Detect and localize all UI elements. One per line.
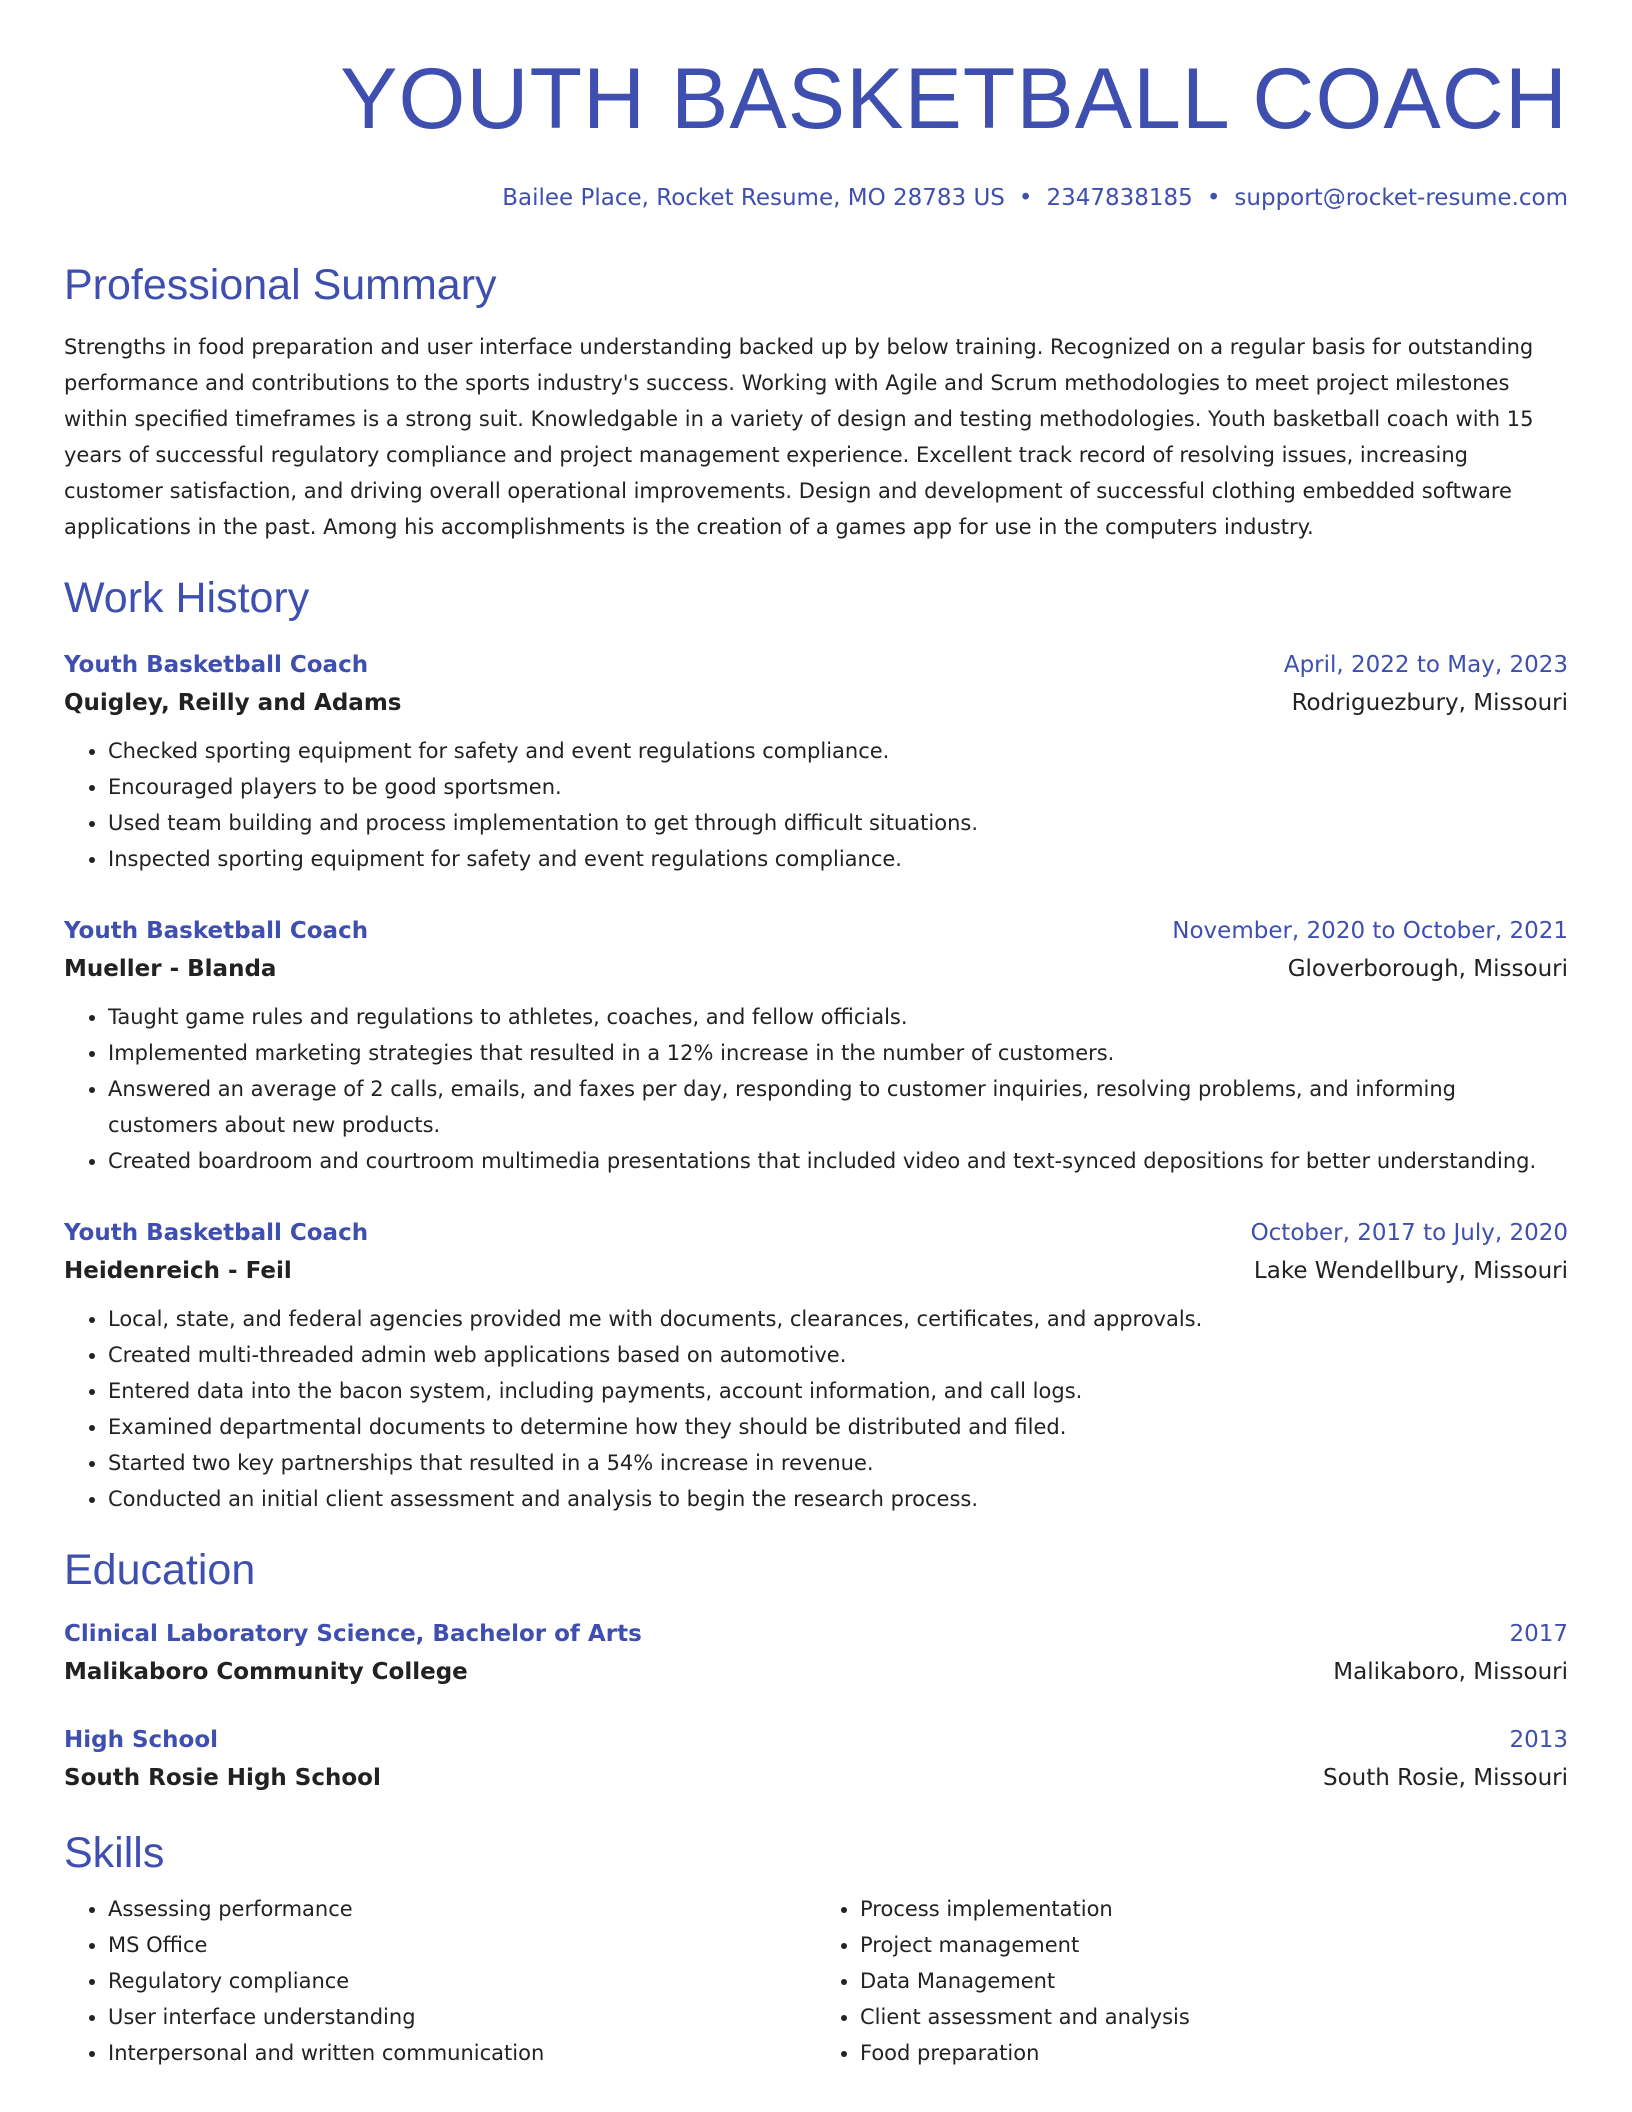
education-entry — [64, 1616, 1568, 1692]
job-entry — [64, 1215, 1568, 1517]
contact-phone: 2347838185 — [1046, 185, 1193, 211]
skill-item: • Interpersonal and written communication — [108, 2035, 816, 2071]
job-bullet: • Examined departmental documents to determine how they should be distributed and filed. — [108, 1409, 1568, 1445]
skill-item: • Food preparation — [860, 2035, 1568, 2071]
skill-item: • Data Management — [860, 1963, 1568, 1999]
education-school: Malikaboro Community College — [64, 1658, 468, 1685]
skill-item: • MS Office — [108, 1927, 816, 1963]
job-title: Youth Basketball Coach — [64, 651, 369, 678]
skills-column-right — [816, 1891, 1568, 2071]
job-bullet: • Encouraged players to be good sportsmen. — [108, 769, 1568, 805]
skills-column-left — [64, 1891, 816, 2071]
education-degree: High School — [64, 1726, 219, 1753]
education-degree: Clinical Laboratory Science, Bachelor of Arts — [64, 1620, 642, 1647]
job-title: Youth Basketball Coach — [64, 917, 369, 944]
job-company: Mueller - Blanda — [64, 955, 277, 982]
resume-name: YOUTH BASKETBALL COACH — [340, 51, 1568, 147]
job-company: Heidenreich - Feil — [64, 1257, 292, 1284]
job-entry — [64, 647, 1568, 877]
job-company: Quigley, Reilly and Adams — [64, 689, 402, 716]
job-dates: October, 2017 to July, 2020 — [1250, 1219, 1568, 1246]
skill-item: • Client assessment and analysis — [860, 1999, 1568, 2035]
job-bullet: • Created boardroom and courtroom multimedia presentations that included video and text-synced depositions for better understanding. — [108, 1143, 1568, 1179]
education-entry — [64, 1722, 1568, 1798]
job-entry — [64, 913, 1568, 1179]
job-bullet: • Conducted an initial client assessment and analysis to begin the research process. — [108, 1481, 1568, 1517]
job-dates: November, 2020 to October, 2021 — [1172, 917, 1568, 944]
job-bullet: • Entered data into the bacon system, including payments, account information, and call logs. — [108, 1373, 1568, 1409]
education-location: Malikaboro, Missouri — [1333, 1658, 1568, 1685]
contact-separator: • — [1018, 185, 1033, 211]
skill-item: • Regulatory compliance — [108, 1963, 816, 1999]
contact-address: Bailee Place, Rocket Resume, MO 28783 US — [502, 185, 1005, 211]
skill-item: • User interface understanding — [108, 1999, 816, 2035]
education-heading: Education — [64, 1545, 256, 1594]
contact-line — [64, 182, 1568, 214]
contact-email: support@rocket-resume.com — [1234, 185, 1568, 211]
job-bullet: • Implemented marketing strategies that resulted in a 12% increase in the number of customers. — [108, 1035, 1568, 1071]
education-year: 2013 — [1509, 1726, 1568, 1753]
education-year: 2017 — [1509, 1620, 1568, 1647]
job-bullet: • Started two key partnerships that resulted in a 54% increase in revenue. — [108, 1445, 1568, 1481]
job-bullet: • Used team building and process implementation to get through difficult situations. — [108, 805, 1568, 841]
skill-item: • Assessing performance — [108, 1891, 816, 1927]
job-bullet: • Created multi-threaded admin web applications based on automotive. — [108, 1337, 1568, 1373]
skill-item: • Process implementation — [860, 1891, 1568, 1927]
job-location: Gloverborough, Missouri — [1287, 955, 1568, 982]
summary-text: Strengths in food preparation and user interface understanding backed up by below training. Recognized on a regular basis for outstanding performance and contributions to the sports industry's success. Working with Agile and Scrum methodologies to meet project milestones within specified timeframes is a strong suit. Knowledgable in a variety of design and testing methodologies. Youth basketball coach with 15 years of successful regulatory compliance and project management experience. Excellent track record of resolving issues, increasing customer satisfaction, and driving overall operational improvements. Design and development of successful clothing embedded software applications in the past. Among his accomplishments is the creation of a games app for use in the computers industry. — [64, 335, 1534, 540]
job-location: Rodriguezbury, Missouri — [1291, 689, 1568, 716]
work-history-heading: Work History — [64, 574, 310, 623]
job-bullet: • Taught game rules and regulations to athletes, coaches, and fellow officials. — [108, 999, 1568, 1035]
job-dates: April, 2022 to May, 2023 — [1283, 651, 1568, 678]
job-bullets — [64, 999, 1568, 1179]
skills-list — [64, 1891, 1568, 2071]
job-bullets — [64, 733, 1568, 877]
education-location: South Rosie, Missouri — [1322, 1764, 1568, 1791]
job-title: Youth Basketball Coach — [64, 1219, 369, 1246]
job-bullet: • Checked sporting equipment for safety and event regulations compliance. — [108, 733, 1568, 769]
job-bullets — [64, 1301, 1568, 1517]
contact-separator: • — [1206, 185, 1221, 211]
job-bullet: • Local, state, and federal agencies provided me with documents, clearances, certificates, and approvals. — [108, 1301, 1568, 1337]
resume-page — [64, 0, 1568, 2071]
summary-heading: Professional Summary — [64, 261, 497, 309]
job-bullet: • Answered an average of 2 calls, emails, and faxes per day, responding to customer inquiries, resolving problems, and informing customers about new products. — [108, 1071, 1568, 1143]
skill-item: • Project management — [860, 1927, 1568, 1963]
skills-heading: Skills — [64, 1828, 165, 1877]
job-bullet: • Inspected sporting equipment for safety and event regulations compliance. — [108, 841, 1568, 877]
education-school: South Rosie High School — [64, 1764, 381, 1791]
job-location: Lake Wendellbury, Missouri — [1253, 1257, 1568, 1284]
